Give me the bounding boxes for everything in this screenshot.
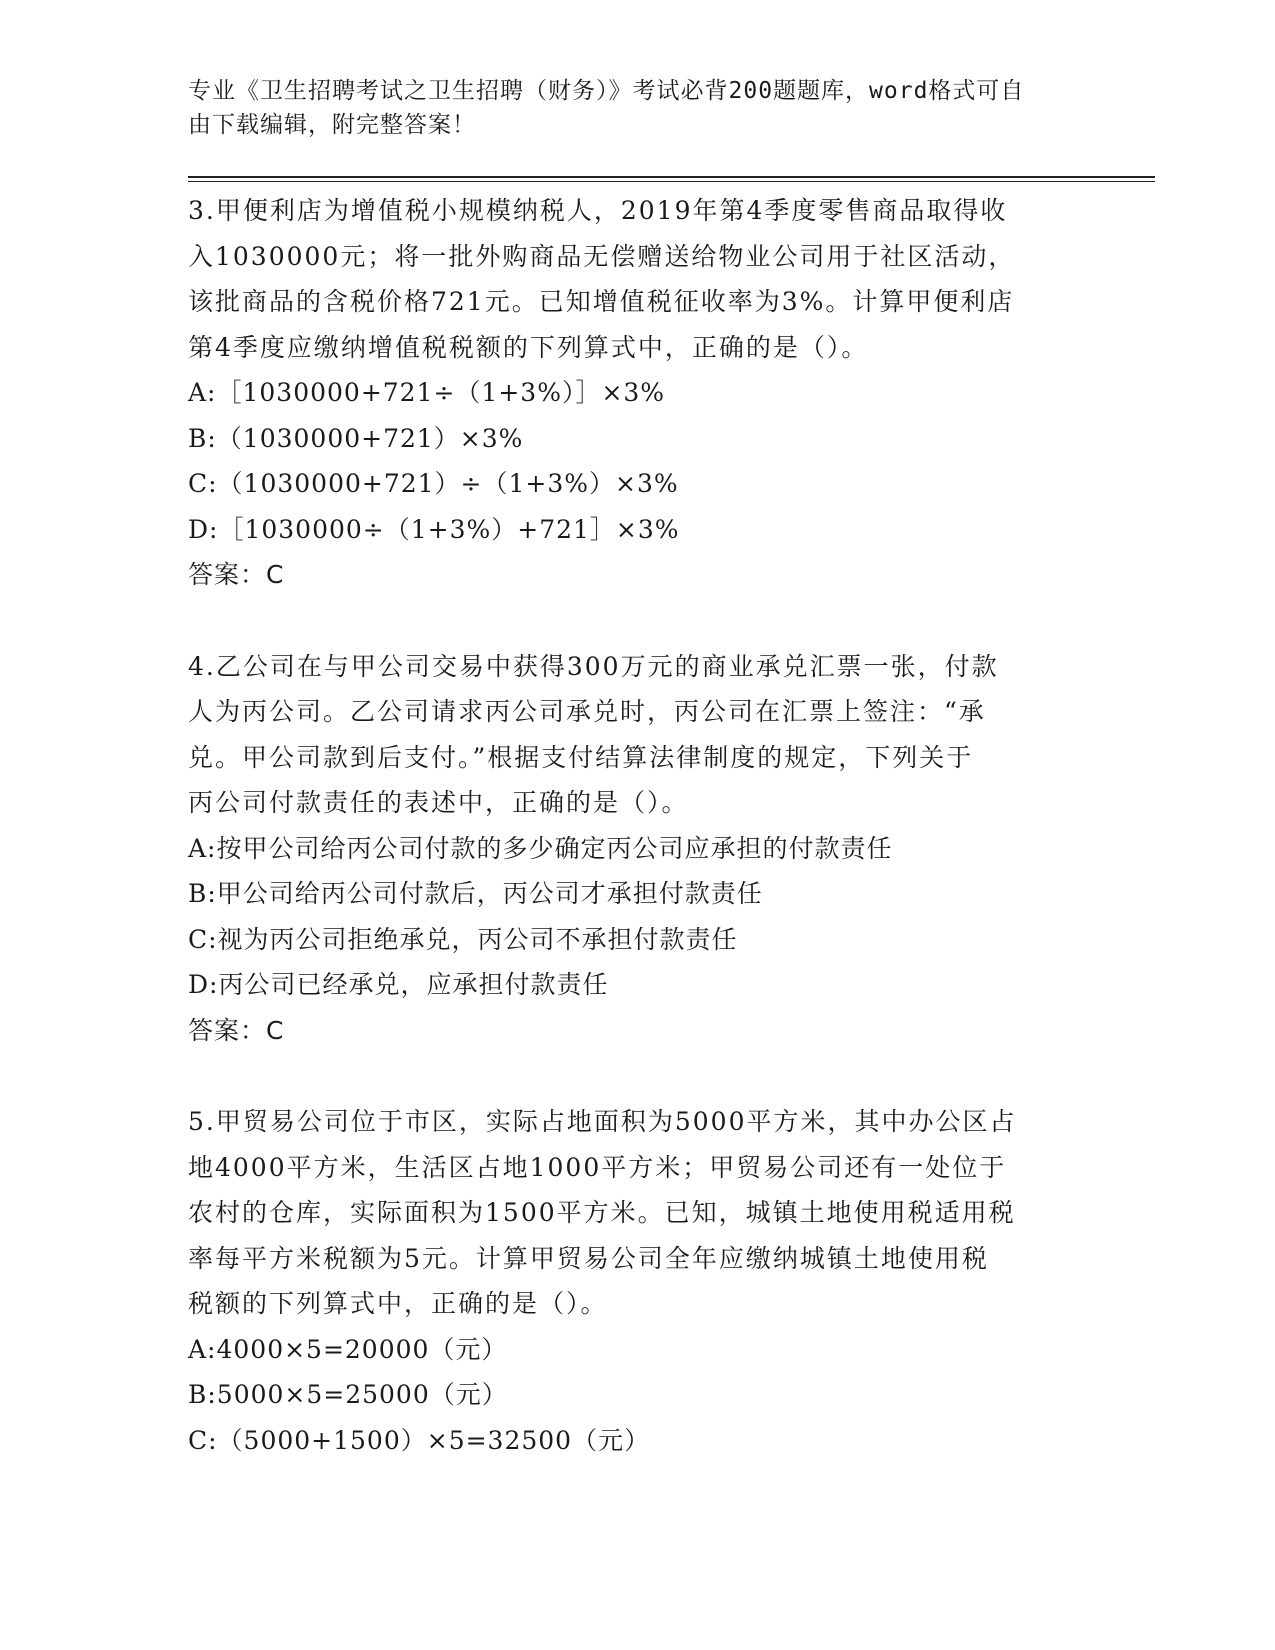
question-list [188,188,1088,1463]
option-b: B:5000×5=25000（元） [188,1380,508,1409]
question-text-line: 兑。甲公司款到后支付。”根据支付结算法律制度的规定，下列关于 [188,742,974,772]
option-b: B:甲公司给丙公司付款后，丙公司才承担付款责任 [188,879,763,908]
header-line-2: 由下载编辑，附完整答案！ [188,112,476,138]
option-d: D:丙公司已经承兑，应承担付款责任 [188,970,609,999]
question-text-line: 率每平方米税额为5元。计算甲贸易公司全年应缴纳城镇土地使用税 [188,1243,989,1273]
option-a: A:［1030000+721÷（1+3%）］×3% [188,378,666,407]
question-spacer [188,598,1088,644]
question-text-line: 3.甲便利店为增值税小规模纳税人，2019年第4季度零售商品取得收 [188,196,1008,225]
question-text-line: 5.甲贸易公司位于市区，实际占地面积为5000平方米，其中办公区占 [188,1107,1017,1136]
answer-line: 答案：C [188,1015,285,1045]
answer-line: 答案：C [188,560,285,589]
header-divider-thick [188,176,1155,178]
header-divider-thin [188,181,1155,182]
option-c: C:视为丙公司拒绝承兑，丙公司不承担付款责任 [188,924,738,954]
question-5 [188,1099,1088,1463]
question-text-line: 农村的仓库，实际面积为1500平方米。已知，城镇土地使用税适用税 [188,1198,1016,1227]
question-text-line: 地4000平方米，生活区占地1000平方米；甲贸易公司还有一处位于 [188,1152,1007,1182]
option-a: A:4000×5=20000（元） [188,1334,508,1364]
option-a: A:按甲公司给丙公司付款的多少确定丙公司应承担的付款责任 [188,833,893,863]
option-c: C:（1030000+721）÷（1+3%）×3% [188,469,679,498]
header-line-1: 专业《卫生招聘考试之卫生招聘（财务）》考试必背200题题库，word格式可自 [188,78,1025,104]
option-d: D:［1030000÷（1+3%）+721］×3% [188,514,680,544]
question-text-line: 税额的下列算式中，正确的是（）。 [188,1289,608,1318]
question-text-line: 4.乙公司在与甲公司交易中获得300万元的商业承兑汇票一张，付款 [188,651,999,681]
question-3 [188,188,1088,598]
document-header [188,74,1068,142]
question-spacer [188,1053,1088,1099]
option-c: C:（5000+1500）×5=32500（元） [188,1425,651,1455]
question-text-line: 入1030000元；将一批外购商品无偿赠送给物业公司用于社区活动， [188,241,1016,271]
question-text-line: 第4季度应缴纳增值税税额的下列算式中，正确的是（）。 [188,332,869,362]
question-4 [188,644,1088,1054]
question-text-line: 丙公司付款责任的表述中，正确的是（）。 [188,788,689,817]
question-text-line: 该批商品的含税价格721元。已知增值税征收率为3%。计算甲便利店 [188,287,1015,316]
option-b: B:（1030000+721）×3% [188,423,524,453]
question-text-line: 人为丙公司。乙公司请求丙公司承兑时，丙公司在汇票上签注：“承 [188,697,986,726]
